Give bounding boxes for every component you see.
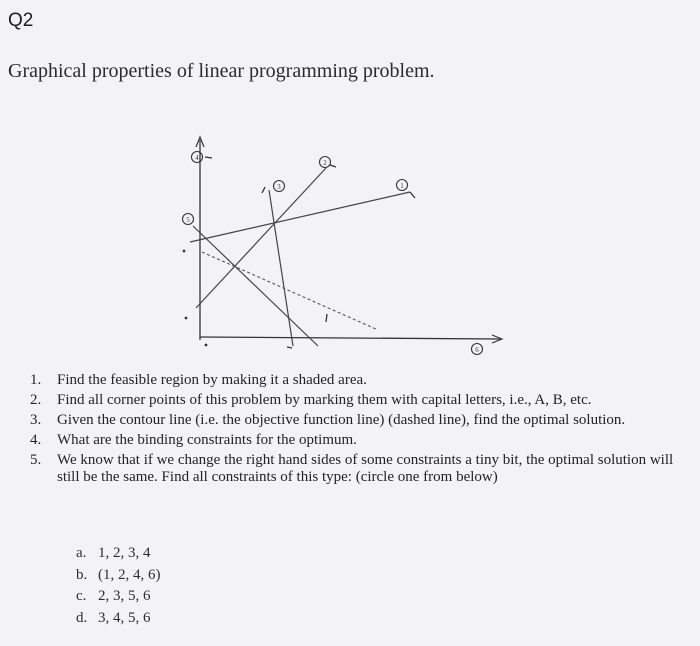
constraint-line-3 [269,190,293,346]
question-item [30,412,690,429]
constraint-marker-label: 4 [195,154,199,162]
answer-option-c[interactable] [76,586,161,608]
constraint-marker-6 [472,344,483,355]
question-item [30,392,690,409]
option-text: 1, 2, 3, 4 [98,545,151,561]
x-axis [200,337,500,339]
question-number-label: 5. [30,452,42,468]
option-letter: a. [76,545,87,561]
option-letter: c. [76,588,87,604]
lp-graph [170,128,510,360]
answer-options [76,543,161,629]
tick-mark [185,317,188,320]
constraint-3-arrow [262,187,265,193]
answer-option-a[interactable] [76,543,161,565]
answer-option-b[interactable] [76,565,161,587]
question-number: Q2 [8,10,34,31]
question-text: Find all corner points of this problem by marking them with capital letters, i.e., A, B, etc. [57,392,592,408]
constraint-marker-label: 6 [475,346,479,354]
constraint-line-1 [190,192,410,242]
answer-option-d[interactable] [76,608,161,630]
question-item [30,432,690,449]
question-number-label: 1. [30,372,42,388]
constraint-marker-label: 2 [323,159,327,167]
option-letter: d. [76,609,88,626]
constraint-marker-label: 1 [400,182,404,190]
option-text: 2, 3, 5, 6 [98,588,151,604]
question-text: Given the contour line (i.e. the objective function line) (dashed line), find the optimal solution. [57,412,626,428]
question-number-label: 4. [30,432,42,448]
question-text: We know that if we change the right hand sides of some constraints a tiny bit, the optimal solution will still be the same. Find all constraints of this type: (circle one from below) [57,452,674,485]
constraint-marker-1 [397,180,408,191]
constraint-marker-5 [183,214,194,225]
constraint-marker-4 [192,152,203,163]
question-item [30,452,690,486]
question-text: What are the binding constraints for the optimum. [57,432,357,448]
constraint-2-arrow [330,165,336,167]
option-text: 3, 4, 5, 6 [98,609,151,626]
constraint-6-arrow [287,347,292,348]
question-number-label: 3. [30,412,42,428]
question-title: Graphical properties of linear programming problem. [8,60,435,82]
constraint-4-arrow [205,157,212,158]
option-letter: b. [76,566,88,583]
question-item [30,372,690,389]
option-text: (1, 2, 4, 6) [98,566,161,583]
constraint-5-arrow [326,314,327,322]
question-text: Find the feasible region by making it a shaded area. [57,372,367,388]
constraint-marker-3 [274,181,285,192]
tick-mark [183,250,186,253]
constraint-marker-label: 5 [186,216,190,224]
question-number-label: 2. [30,392,42,408]
constraint-marker-label: 3 [277,183,281,191]
tick-mark [205,344,208,347]
question-list [30,372,690,489]
constraint-1-arrow [410,192,415,198]
constraint-line-2 [196,168,326,308]
constraint-marker-2 [320,157,331,168]
